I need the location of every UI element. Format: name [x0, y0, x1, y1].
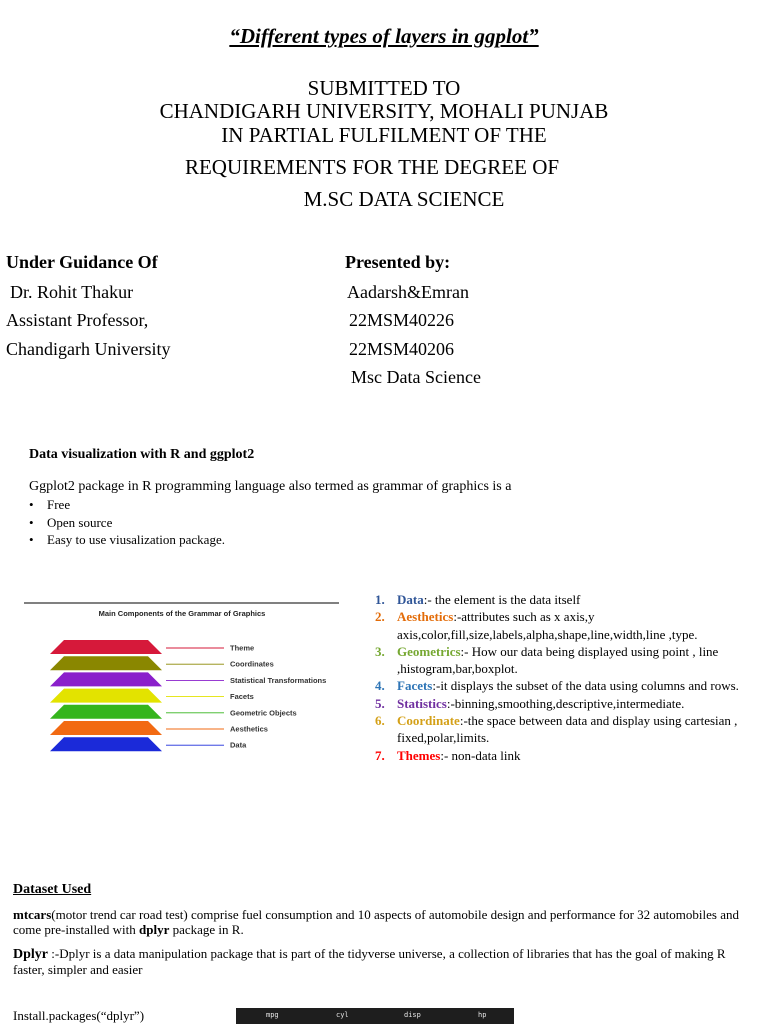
component-description: :-binning,smoothing,descriptive,intermediate. — [446, 695, 685, 711]
layer-stack — [50, 640, 326, 751]
list-item — [375, 608, 755, 643]
layer-label: Statistical Transformations — [230, 675, 327, 685]
layer-label: Facets — [230, 692, 254, 702]
dataviz-intro: Ggplot2 package in R programming language also termed as grammar of graphics is a — [29, 479, 512, 494]
item-number: 7. — [375, 747, 385, 763]
install-command: Install.packages(“dplyr”) — [13, 1008, 145, 1023]
submission-line: CHANDIGARH UNIVERSITY, MOHALI PUNJAB — [159, 99, 609, 123]
layer-label: Data — [230, 740, 247, 750]
item-number: 2. — [375, 609, 385, 625]
dplyr-paragraph — [13, 946, 753, 977]
presenter-names: Aadarsh&Emran — [347, 282, 469, 302]
layer-label: Aesthetics — [230, 724, 268, 734]
dataset-heading: Dataset Used — [13, 882, 92, 897]
layer-block — [50, 656, 162, 670]
component-term: Aesthetics — [397, 609, 454, 625]
component-description: :-the space between data and display using cartesian , fixed,polar,limits. — [397, 713, 738, 746]
component-term: Themes — [397, 747, 441, 763]
list-item — [375, 643, 755, 678]
list-item: • Free — [29, 496, 225, 514]
item-number: 1. — [375, 592, 385, 607]
layer-block — [50, 672, 162, 686]
component-term: Geometrics — [397, 643, 461, 659]
component-description: :- non-data link — [440, 747, 521, 763]
submission-line: REQUIREMENTS FOR THE DEGREE OF — [184, 155, 560, 179]
mtcars-text-end: package in R. — [169, 922, 244, 937]
guide-name: Dr. Rohit Thakur — [10, 282, 134, 302]
roll-number: 22MSM40226 — [349, 310, 455, 330]
layer-block — [50, 705, 162, 719]
mtcars-term: mtcars — [13, 907, 52, 922]
list-item — [375, 747, 755, 764]
table-header-cell: hp — [478, 1011, 487, 1019]
dataviz-heading: Data visualization with R and ggplot2 — [29, 447, 255, 462]
figure-title: Main Components of the Grammar of Graphics — [98, 609, 266, 618]
item-number: 4. — [375, 678, 385, 694]
item-number: 3. — [375, 643, 385, 659]
layer-block — [50, 721, 162, 735]
item-number: 5. — [375, 695, 385, 711]
dplyr-term: Dplyr — [13, 947, 48, 962]
layer-label: Coordinates — [230, 659, 274, 669]
mtcars-paragraph — [13, 907, 753, 937]
submission-line: M.SC DATA SCIENCE — [303, 187, 505, 211]
components-list — [375, 591, 755, 764]
layer-block — [50, 640, 162, 654]
layer-block — [50, 737, 162, 751]
list-item: • Open source — [29, 514, 225, 532]
list-item: • Easy to use viusalization package. — [29, 531, 225, 549]
layer-label: Geometric Objects — [230, 708, 297, 718]
list-item — [375, 695, 755, 712]
component-description: :-it displays the subset of the data using columns and rows. — [432, 678, 739, 694]
dplyr-inline: dplyr — [139, 922, 170, 937]
list-item — [375, 677, 755, 694]
component-term: Data — [397, 592, 424, 607]
document-title: “Different types of layers in ggplot” — [229, 24, 539, 48]
component-description: :-attributes such as x axis,y axis,color,fill,size,labels,alpha,shape,line,width,line ,type. — [397, 609, 698, 642]
program-name: Msc Data Science — [351, 367, 481, 387]
list-item — [375, 591, 755, 608]
list-item — [375, 712, 755, 747]
presented-heading: Presented by: — [345, 252, 451, 272]
mtcars-text: (motor trend car road test) comprise fuel consumption and 10 aspects of automobile design and performance for 32 automobiles and come pre-installed with — [13, 907, 739, 937]
table-header-cell: disp — [404, 1011, 421, 1019]
dplyr-text: :-Dplyr is a data manipulation package that is part of the tidyverse universe, a collection of libraries that has the goal of making R faster, simpler and easier — [13, 946, 726, 977]
component-term: Coordinate — [397, 713, 460, 729]
component-term: Facets — [397, 678, 433, 694]
layer-label: Theme — [230, 643, 255, 653]
table-header-cell: cyl — [336, 1011, 349, 1019]
submission-line: SUBMITTED TO — [307, 76, 461, 100]
component-term: Statistics — [397, 695, 447, 711]
data-table-preview — [236, 1008, 514, 1024]
submission-line: IN PARTIAL FULFILMENT OF THE — [221, 123, 547, 147]
component-description: :- How our data being displayed using point , line ,histogram,bar,boxplot. — [397, 643, 719, 677]
guidance-heading: Under Guidance Of — [6, 252, 158, 272]
guide-title: Assistant Professor, — [6, 310, 149, 330]
guide-university: Chandigarh University — [6, 339, 171, 359]
roll-number: 22MSM40206 — [349, 339, 455, 359]
item-number: 6. — [375, 713, 385, 729]
grammar-of-graphics-figure — [22, 600, 342, 760]
table-header-cell: mpg — [266, 1011, 279, 1019]
layer-block — [50, 689, 162, 703]
component-description: :- the element is the data itself — [423, 592, 581, 607]
dataviz-bullets — [29, 496, 225, 549]
